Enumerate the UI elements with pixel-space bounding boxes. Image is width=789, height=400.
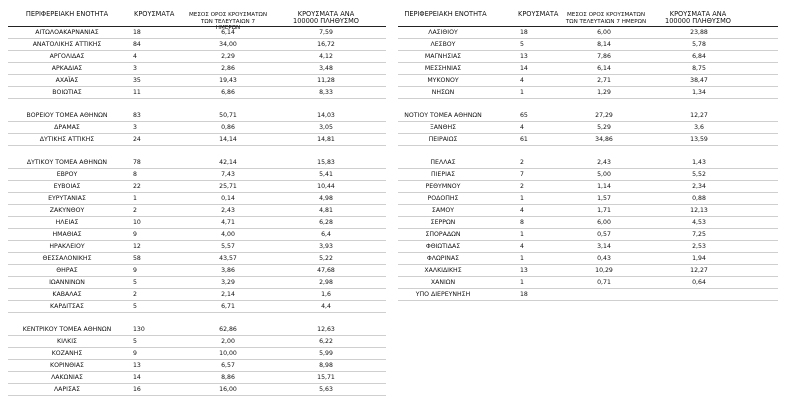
per-100k-cell: 8,75	[692, 65, 706, 72]
region-cell: ΚΕΝΤΡΙΚΟΥ ΤΟΜΕΑ ΑΘΗΝΩΝ	[22, 326, 112, 333]
table-row	[8, 193, 386, 205]
table-row	[398, 122, 778, 134]
right-table-body	[398, 27, 778, 301]
cases-cell: 4	[520, 124, 524, 131]
table-row	[8, 229, 386, 241]
cases-cell: 5	[133, 303, 137, 310]
table-row	[398, 181, 778, 193]
table-row	[398, 87, 778, 99]
avg-cases-cell: 42,14	[219, 159, 237, 166]
region-cell: ΡΟΔΟΠΗΣ	[427, 195, 459, 202]
table-row	[398, 110, 778, 122]
per-100k-cell: 16,72	[317, 41, 335, 48]
cases-cell: 9	[133, 231, 137, 238]
per-100k-cell: 14,81	[317, 136, 335, 143]
per-100k-cell: 5,78	[692, 41, 706, 48]
table-row	[398, 217, 778, 229]
table-row	[8, 205, 386, 217]
table-row	[8, 241, 386, 253]
region-cell: ΑΡΓΟΛΙΔΑΣ	[49, 53, 85, 60]
cases-cell: 2	[133, 207, 137, 214]
region-cell: ΛΕΣΒΟΥ	[430, 41, 456, 48]
per-100k-cell: 2,98	[319, 279, 333, 286]
region-cell: ΣΠΟΡΑΔΩΝ	[425, 231, 461, 238]
region-cell: ΣΑΜΟΥ	[431, 207, 455, 214]
per-100k-cell: 0,88	[692, 195, 706, 202]
cases-cell: 9	[133, 350, 137, 357]
cases-cell: 2	[133, 291, 137, 298]
region-cell: ΕΥΡΥΤΑΝΙΑΣ	[48, 195, 86, 202]
cases-cell: 18	[133, 29, 141, 36]
table-row	[8, 289, 386, 301]
header-avg-cases: ΜΕΣΟΣ ΟΡΟΣ ΚΡΟΥΣΜΑΤΩΝ ΤΩΝ ΤΕΛΕΥΤΑΙΩΝ 7 ΗΜΕΡΩΝ	[188, 12, 268, 31]
table-row	[398, 253, 778, 265]
per-100k-cell: 1,43	[692, 159, 706, 166]
cases-cell: 22	[133, 183, 141, 190]
per-100k-cell: 3,93	[319, 243, 333, 250]
per-100k-cell: 47,68	[317, 267, 335, 274]
table-row	[8, 253, 386, 265]
table-row	[8, 99, 386, 110]
cases-cell: 24	[133, 136, 141, 143]
right-table	[398, 10, 778, 301]
region-cell: ΥΠΟ ΔΙΕΡΕΥΝΗΣΗ	[415, 291, 471, 298]
cases-cell: 18	[520, 291, 528, 298]
avg-cases-cell: 0,57	[597, 231, 611, 238]
table-row	[8, 169, 386, 181]
cases-cell: 5	[133, 338, 137, 345]
cases-cell: 13	[520, 267, 528, 274]
avg-cases-cell: 2,14	[221, 291, 235, 298]
header-cases: ΚΡΟΥΣΜΑΤΑ	[518, 10, 559, 18]
per-100k-cell: 4,81	[319, 207, 333, 214]
avg-cases-cell: 43,57	[219, 255, 237, 262]
cases-cell: 58	[133, 255, 141, 262]
header-region: ΠΕΡΙΦΕΡΕΙΑΚΗ ΕΝΟΤΗΤΑ	[404, 10, 487, 18]
table-row	[398, 169, 778, 181]
table-row	[398, 134, 778, 146]
region-cell: ΠΕΛΛΑΣ	[430, 159, 456, 166]
cases-cell: 3	[133, 65, 137, 72]
region-cell: ΦΛΩΡΙΝΑΣ	[426, 255, 460, 262]
region-cell: ΘΕΣΣΑΛΟΝΙΚΗΣ	[42, 255, 92, 262]
table-row	[398, 229, 778, 241]
region-cell: ΒΟΙΩΤΙΑΣ	[52, 89, 82, 96]
avg-cases-cell: 10,00	[219, 350, 237, 357]
region-cell: ΞΑΝΘΗΣ	[429, 124, 457, 131]
per-100k-cell: 12,63	[317, 326, 335, 333]
avg-cases-cell: 3,14	[597, 243, 611, 250]
avg-cases-cell: 2,43	[221, 207, 235, 214]
cases-cell: 4	[133, 53, 137, 60]
per-100k-cell: 13,59	[690, 136, 708, 143]
table-row	[398, 265, 778, 277]
cases-cell: 1	[520, 89, 524, 96]
region-cell: ΦΘΙΩΤΙΔΑΣ	[425, 243, 461, 250]
avg-cases-cell: 19,43	[219, 77, 237, 84]
avg-cases-cell: 34,86	[595, 136, 613, 143]
table-row	[398, 146, 778, 157]
header-per-100k: ΚΡΟΥΣΜΑΤΑ ΑΝΑ 100000 ΠΛΗΘΥΣΜΟ	[293, 10, 359, 25]
per-100k-cell: 0,64	[692, 279, 706, 286]
left-table	[8, 10, 386, 396]
per-100k-cell: 6,4	[321, 231, 331, 238]
table-row	[398, 241, 778, 253]
cases-cell: 1	[133, 195, 137, 202]
avg-cases-cell: 10,29	[595, 267, 613, 274]
per-100k-cell: 3,48	[319, 65, 333, 72]
region-cell: ΛΑΡΙΣΑΣ	[53, 386, 81, 393]
region-cell: ΜΑΓΝΗΣΙΑΣ	[424, 53, 462, 60]
region-cell: ΖΑΚΥΝΘΟΥ	[49, 207, 85, 214]
region-cell: ΚΑΒΑΛΑΣ	[52, 291, 82, 298]
region-cell: ΛΑΣΙΘΙΟΥ	[428, 29, 458, 36]
table-row	[8, 87, 386, 99]
table-row	[8, 277, 386, 289]
table-row	[8, 336, 386, 348]
per-100k-cell: 8,33	[319, 89, 333, 96]
cases-cell: 4	[520, 77, 524, 84]
per-100k-cell: 5,52	[692, 171, 706, 178]
per-100k-cell: 12,27	[690, 267, 708, 274]
avg-cases-cell: 16,00	[219, 386, 237, 393]
cases-cell: 9	[133, 267, 137, 274]
avg-cases-cell: 5,00	[597, 171, 611, 178]
region-cell: ΒΟΡΕΙΟΥ ΤΟΜΕΑ ΑΘΗΝΩΝ	[26, 112, 108, 119]
region-cell: ΧΑΝΙΩΝ	[430, 279, 456, 286]
table-row	[8, 63, 386, 75]
avg-cases-cell: 0,86	[221, 124, 235, 131]
avg-cases-cell: 6,14	[221, 29, 235, 36]
per-100k-cell: 6,22	[319, 338, 333, 345]
table-row	[398, 157, 778, 169]
region-cell: ΔΥΤΙΚΗΣ ΑΤΤΙΚΗΣ	[39, 136, 95, 143]
per-100k-cell: 4,98	[319, 195, 333, 202]
cases-cell: 1	[520, 279, 524, 286]
avg-cases-cell: 0,43	[597, 255, 611, 262]
region-cell: ΔΡΑΜΑΣ	[54, 124, 80, 131]
table-row	[8, 313, 386, 324]
table-row	[398, 63, 778, 75]
cases-cell: 14	[133, 374, 141, 381]
header-cases: ΚΡΟΥΣΜΑΤΑ	[134, 10, 175, 18]
avg-cases-cell: 5,57	[221, 243, 235, 250]
region-cell: ΙΩΑΝΝΙΝΩΝ	[49, 279, 85, 286]
avg-cases-cell: 8,86	[221, 374, 235, 381]
region-cell: ΑΙΤΩΛΟΑΚΑΡΝΑΝΙΑΣ	[35, 29, 99, 36]
region-cell: ΡΕΘΥΜΝΟΥ	[425, 183, 461, 190]
region-cell: ΔΥΤΙΚΟΥ ΤΟΜΕΑ ΑΘΗΝΩΝ	[26, 159, 108, 166]
avg-cases-cell: 5,29	[597, 124, 611, 131]
cases-cell: 7	[520, 171, 524, 178]
cases-cell: 13	[133, 362, 141, 369]
region-cell: ΚΟΡΙΝΘΙΑΣ	[50, 362, 84, 369]
table-row	[8, 157, 386, 169]
cases-cell: 1	[520, 255, 524, 262]
avg-cases-cell: 2,86	[221, 65, 235, 72]
per-100k-cell: 1,94	[692, 255, 706, 262]
table-row	[8, 75, 386, 87]
avg-cases-cell: 7,86	[597, 53, 611, 60]
cases-cell: 16	[133, 386, 141, 393]
avg-cases-cell: 3,29	[221, 279, 235, 286]
avg-cases-cell: 2,43	[597, 159, 611, 166]
cases-cell: 3	[133, 124, 137, 131]
cases-cell: 83	[133, 112, 141, 119]
per-100k-cell: 23,88	[690, 29, 708, 36]
table-row	[398, 205, 778, 217]
cases-cell: 18	[520, 29, 528, 36]
per-100k-cell: 4,12	[319, 53, 333, 60]
table-row	[398, 51, 778, 63]
table-row	[398, 193, 778, 205]
per-100k-cell: 7,25	[692, 231, 706, 238]
table-row	[398, 27, 778, 39]
table-row	[8, 27, 386, 39]
per-100k-cell: 2,34	[692, 183, 706, 190]
table-row	[398, 99, 778, 110]
table-row	[398, 289, 778, 301]
per-100k-cell: 38,47	[690, 77, 708, 84]
per-100k-cell: 5,63	[319, 386, 333, 393]
table-row	[8, 384, 386, 396]
cases-cell: 8	[520, 219, 524, 226]
per-100k-cell: 6,84	[692, 53, 706, 60]
cases-cell: 8	[133, 171, 137, 178]
table-row	[8, 122, 386, 134]
region-cell: ΕΒΡΟΥ	[56, 171, 78, 178]
region-cell: ΘΗΡΑΣ	[56, 267, 78, 274]
cases-cell: 5	[520, 41, 524, 48]
cases-cell: 65	[520, 112, 528, 119]
region-cell: ΚΑΡΔΙΤΣΑΣ	[50, 303, 84, 310]
avg-cases-cell: 50,71	[219, 112, 237, 119]
avg-cases-cell: 27,29	[595, 112, 613, 119]
avg-cases-cell: 0,14	[221, 195, 235, 202]
header-region: ΠΕΡΙΦΕΡΕΙΑΚΗ ΕΝΟΤΗΤΑ	[25, 10, 109, 18]
per-100k-cell: 4,4	[321, 303, 331, 310]
avg-cases-cell: 4,00	[221, 231, 235, 238]
avg-cases-cell: 1,29	[597, 89, 611, 96]
region-cell: ΜΥΚΟΝΟΥ	[427, 77, 459, 84]
avg-cases-cell: 6,86	[221, 89, 235, 96]
per-100k-cell: 12,13	[690, 207, 708, 214]
avg-cases-cell: 1,57	[597, 195, 611, 202]
cases-cell: 84	[133, 41, 141, 48]
header-per-100k: ΚΡΟΥΣΜΑΤΑ ΑΝΑ 100000 ΠΛΗΘΥΣΜΟ	[665, 10, 731, 25]
cases-cell: 2	[520, 183, 524, 190]
region-cell: ΜΕΣΣΗΝΙΑΣ	[424, 65, 462, 72]
avg-cases-cell: 7,43	[221, 171, 235, 178]
avg-cases-cell: 34,00	[219, 41, 237, 48]
per-100k-cell: 6,28	[319, 219, 333, 226]
avg-cases-cell: 14,14	[219, 136, 237, 143]
table-row	[398, 39, 778, 51]
per-100k-cell: 10,44	[317, 183, 335, 190]
avg-cases-cell: 2,29	[221, 53, 235, 60]
avg-cases-cell: 2,71	[597, 77, 611, 84]
region-cell: ΗΡΑΚΛΕΙΟΥ	[49, 243, 85, 250]
table-row	[8, 181, 386, 193]
region-cell: ΑΧΑΪΑΣ	[55, 77, 79, 84]
table-row	[8, 324, 386, 336]
cases-cell: 130	[133, 326, 145, 333]
per-100k-cell: 1,34	[692, 89, 706, 96]
region-cell: ΑΡΚΑΔΙΑΣ	[51, 65, 83, 72]
per-100k-cell: 5,99	[319, 350, 333, 357]
left-table-body	[8, 27, 386, 396]
header-avg-cases: ΜΕΣΟΣ ΟΡΟΣ ΚΡΟΥΣΜΑΤΩΝ ΤΩΝ ΤΕΛΕΥΤΑΙΩΝ 7 ΗΜΕΡΩΝ	[565, 12, 647, 25]
region-cell: ΛΑΚΩΝΙΑΣ	[51, 374, 83, 381]
cases-cell: 13	[520, 53, 528, 60]
avg-cases-cell: 3,86	[221, 267, 235, 274]
cases-cell: 4	[520, 243, 524, 250]
per-100k-cell: 14,03	[317, 112, 335, 119]
region-cell: ΧΑΛΚΙΔΙΚΗΣ	[424, 267, 462, 274]
per-100k-cell: 12,27	[690, 112, 708, 119]
table-row	[8, 360, 386, 372]
left-table-header	[8, 10, 386, 31]
per-100k-cell: 15,83	[317, 159, 335, 166]
region-cell: ΚΟΖΑΝΗΣ	[51, 350, 83, 357]
per-100k-cell: 1,6	[321, 291, 331, 298]
region-cell: ΚΙΛΚΙΣ	[57, 338, 77, 345]
table-row	[8, 348, 386, 360]
region-cell: ΑΝΑΤΟΛΙΚΗΣ ΑΤΤΙΚΗΣ	[32, 41, 102, 48]
cases-cell: 1	[520, 231, 524, 238]
table-row	[8, 217, 386, 229]
table-row	[398, 277, 778, 289]
table-row	[8, 134, 386, 146]
region-cell: ΠΙΕΡΙΑΣ	[430, 171, 456, 178]
per-100k-cell: 2,53	[692, 243, 706, 250]
region-cell: ΗΜΑΘΙΑΣ	[52, 231, 82, 238]
region-cell: ΗΛΕΙΑΣ	[55, 219, 79, 226]
per-100k-cell: 3,05	[319, 124, 333, 131]
per-100k-cell: 15,71	[317, 374, 335, 381]
per-100k-cell: 7,59	[319, 29, 333, 36]
per-100k-cell: 5,22	[319, 255, 333, 262]
per-100k-cell: 3,6	[694, 124, 704, 131]
region-cell: ΝΗΣΩΝ	[431, 89, 455, 96]
cases-cell: 12	[133, 243, 141, 250]
cases-cell: 35	[133, 77, 141, 84]
avg-cases-cell: 4,71	[221, 219, 235, 226]
avg-cases-cell: 0,71	[597, 279, 611, 286]
table-row	[8, 51, 386, 63]
region-cell: ΝΟΤΙΟΥ ΤΟΜΕΑ ΑΘΗΝΩΝ	[404, 112, 482, 119]
avg-cases-cell: 1,71	[597, 207, 611, 214]
cases-cell: 10	[133, 219, 141, 226]
avg-cases-cell: 1,14	[597, 183, 611, 190]
per-100k-cell: 4,53	[692, 219, 706, 226]
cases-cell: 4	[520, 207, 524, 214]
table-row	[8, 372, 386, 384]
avg-cases-cell: 2,00	[221, 338, 235, 345]
per-100k-cell: 5,41	[319, 171, 333, 178]
region-cell: ΠΕΙΡΑΙΩΣ	[428, 136, 458, 143]
cases-cell: 5	[133, 279, 137, 286]
table-row	[8, 110, 386, 122]
cases-cell: 61	[520, 136, 528, 143]
avg-cases-cell: 6,14	[597, 65, 611, 72]
avg-cases-cell: 6,71	[221, 303, 235, 310]
avg-cases-cell: 25,71	[219, 183, 237, 190]
avg-cases-cell: 6,00	[597, 29, 611, 36]
per-100k-cell: 8,98	[319, 362, 333, 369]
region-cell: ΣΕΡΡΩΝ	[430, 219, 456, 226]
table-row	[8, 301, 386, 313]
avg-cases-cell: 6,57	[221, 362, 235, 369]
per-100k-cell: 11,28	[317, 77, 335, 84]
cases-cell: 1	[520, 195, 524, 202]
table-row	[398, 75, 778, 87]
cases-cell: 11	[133, 89, 141, 96]
cases-cell: 78	[133, 159, 141, 166]
avg-cases-cell: 8,14	[597, 41, 611, 48]
avg-cases-cell: 62,86	[219, 326, 237, 333]
table-row	[8, 265, 386, 277]
cases-cell: 2	[520, 159, 524, 166]
table-row	[8, 39, 386, 51]
cases-cell: 14	[520, 65, 528, 72]
table-row	[8, 146, 386, 157]
right-table-header	[398, 10, 778, 27]
avg-cases-cell: 6,00	[597, 219, 611, 226]
region-cell: ΕΥΒΟΙΑΣ	[53, 183, 81, 190]
